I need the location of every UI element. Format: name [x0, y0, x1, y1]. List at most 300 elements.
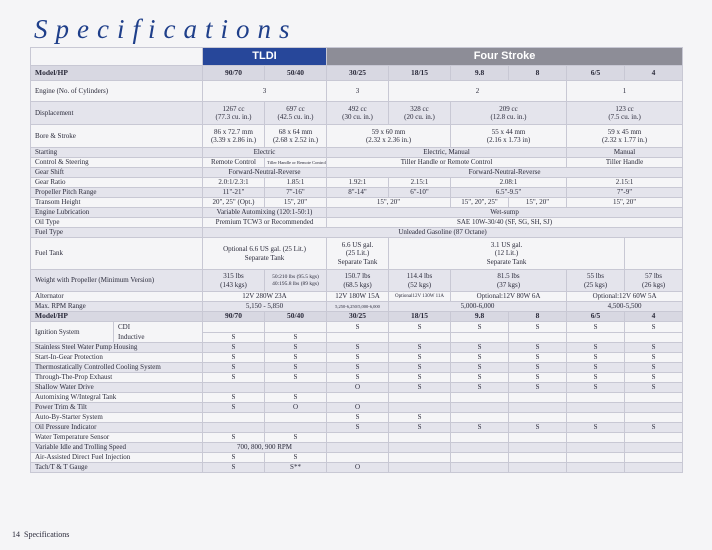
spec-row-weight — [31, 270, 683, 292]
cell: 11"-21" — [203, 188, 265, 198]
cell — [567, 453, 625, 463]
cell — [625, 443, 683, 453]
row-label: Gear Shift — [31, 168, 203, 178]
cell-line: 6.6 US gal. — [341, 241, 374, 250]
cell-line: (26 kgs) — [641, 280, 666, 289]
ignition-label: Ignition System — [35, 327, 80, 336]
cell: S — [327, 363, 389, 373]
brand-header-row — [31, 48, 683, 66]
row-label: Weight with Propeller (Minimum Version) — [31, 270, 203, 292]
feature-row — [31, 343, 683, 353]
cell — [625, 403, 683, 413]
spec-row-lubrication — [31, 208, 683, 218]
cell — [625, 270, 683, 292]
cell: S — [625, 363, 683, 373]
cell: 5,250-6,250/5,000-6,000 — [327, 302, 389, 312]
row-label: Max. RPM Range — [31, 302, 203, 312]
cell-line: (3.39 x 2.86 in.) — [210, 136, 257, 144]
cell: S — [451, 363, 509, 373]
ignition-cdi-label: CDI — [118, 322, 131, 331]
row-label: Water Temperature Sensor — [31, 433, 203, 443]
spec-row-displacement — [31, 102, 683, 125]
cell — [203, 413, 265, 423]
cell: Forward-Neutral-Reverse — [203, 168, 327, 178]
cell: Forward-Neutral-Reverse — [327, 168, 683, 178]
cell: 7"-16" — [265, 188, 327, 198]
cell — [451, 332, 509, 343]
cell — [509, 393, 567, 403]
cell-line: 68 x 64 mm — [278, 127, 313, 136]
cell: 2.15:1 — [389, 178, 451, 188]
row-label: Variable Idle and Trolling Speed — [31, 443, 203, 453]
cell: S — [389, 322, 451, 333]
model-col: 9.8 — [451, 312, 509, 322]
cell: S — [327, 353, 389, 363]
footer-section: Specifications — [24, 530, 70, 539]
model-col: 30/25 — [327, 312, 389, 322]
row-label: Starting — [31, 148, 203, 158]
spec-row-oil-type — [31, 218, 683, 228]
feature-row — [31, 383, 683, 393]
row-label: Tach/T & T Gauge — [31, 463, 203, 473]
row-label: Through-The-Prop Exhaust — [31, 373, 203, 383]
row-label: Propeller Pitch Range — [31, 188, 203, 198]
cell — [203, 102, 265, 125]
cell: S — [203, 393, 265, 403]
page-number: 14 — [12, 530, 20, 539]
row-label: Model/HP — [31, 312, 203, 322]
cell: S — [203, 363, 265, 373]
cell — [509, 463, 567, 473]
brand-four-stroke: Four Stroke — [327, 48, 683, 66]
cell: 1 — [567, 81, 683, 102]
cell — [509, 403, 567, 413]
cell: 15", 20", 25" — [451, 198, 509, 208]
row-label: Transom Height — [31, 198, 203, 208]
cell-line: (37 kgs) — [496, 280, 521, 289]
cell — [389, 102, 451, 125]
cell — [451, 125, 567, 148]
cell-line: Optional 6.6 US gal. (25 Lit.) — [223, 245, 306, 254]
cell: Optional12V 130W 11A — [389, 292, 451, 302]
cell: 700, 800, 900 RPM — [203, 443, 327, 453]
cell — [265, 413, 327, 423]
cell — [327, 453, 389, 463]
cell: 15", 20" — [327, 198, 451, 208]
cell — [389, 443, 451, 453]
cell: S — [509, 383, 567, 393]
spec-row-gear-shift — [31, 168, 683, 178]
cell-line: 697 cc — [286, 104, 305, 113]
cell: S — [625, 383, 683, 393]
cell: S — [451, 423, 509, 433]
cell — [509, 443, 567, 453]
cell-line: Separate Tank — [486, 257, 527, 266]
cell — [265, 383, 327, 393]
cell: O — [265, 403, 327, 413]
cell: 5,000-6,000 — [389, 302, 567, 312]
cell: S — [451, 343, 509, 353]
cell: S — [567, 383, 625, 393]
row-label — [31, 322, 203, 343]
model-col: 30/25 — [327, 66, 389, 81]
cell-line: (25 Lit.) — [345, 249, 370, 258]
cell: S — [389, 373, 451, 383]
model-col: 50/40 — [265, 312, 327, 322]
specifications-table — [30, 47, 683, 473]
cell: S — [509, 423, 567, 433]
cell: S — [625, 373, 683, 383]
cell — [509, 413, 567, 423]
cell-line: 57 lbs — [645, 272, 663, 281]
cell-line: Separate Tank — [337, 257, 378, 266]
cell — [203, 383, 265, 393]
cell: S — [509, 353, 567, 363]
cell — [451, 433, 509, 443]
cell — [327, 393, 389, 403]
feature-row — [31, 373, 683, 383]
cell: 2.08:1 — [451, 178, 567, 188]
row-label: Alternator — [31, 292, 203, 302]
row-label: Fuel Type — [31, 228, 203, 238]
brand-tldi: TLDI — [203, 48, 327, 66]
model-col: 90/70 — [203, 66, 265, 81]
cell: Electric, Manual — [327, 148, 567, 158]
cell-line: 86 x 72.7 mm — [214, 127, 253, 136]
cell — [327, 125, 451, 148]
cell: S — [265, 332, 327, 343]
model-col: 4 — [625, 312, 683, 322]
cell-line: 315 lbs — [223, 272, 244, 281]
model-col: 8 — [509, 66, 567, 81]
cell: S — [203, 433, 265, 443]
model-col: 8 — [509, 312, 567, 322]
cell — [389, 433, 451, 443]
cell — [567, 270, 625, 292]
cell-line: (2.32 x 1.77 in.) — [602, 136, 648, 144]
cell — [451, 403, 509, 413]
cell: 20", 25" (Opt.) — [203, 198, 265, 208]
cell — [389, 393, 451, 403]
row-label: Automixing W/Integral Tank — [31, 393, 203, 403]
cell-line: 55 lbs — [587, 272, 604, 281]
row-label: Model/HP — [31, 66, 203, 81]
cell: Remote Control — [203, 158, 265, 168]
cell-line: (68.5 kgs) — [343, 280, 372, 289]
cell-line: 50:210 lbs (95.5 kgs) — [272, 274, 319, 281]
cell: S — [389, 423, 451, 433]
row-label: Thermostatically Controlled Cooling System — [31, 363, 203, 373]
cell: Optional:12V 80W 6A — [451, 292, 567, 302]
model-col: 9.8 — [451, 66, 509, 81]
cell — [451, 102, 567, 125]
cell-line: 1267 cc — [222, 104, 245, 113]
cell: S — [451, 353, 509, 363]
cell: S — [203, 453, 265, 463]
cell: S** — [265, 463, 327, 473]
cell-line: (20 cu. in.) — [404, 113, 435, 121]
row-label: Start-In-Gear Protection — [31, 353, 203, 363]
cell: Tiller Handle — [567, 158, 683, 168]
cell — [203, 322, 265, 333]
cell — [327, 433, 389, 443]
cell — [567, 102, 683, 125]
cell: S — [451, 383, 509, 393]
cell: S — [509, 373, 567, 383]
cell: S — [265, 393, 327, 403]
cell: S — [203, 403, 265, 413]
cell: S — [389, 353, 451, 363]
cell — [265, 270, 327, 292]
cell — [567, 403, 625, 413]
cell — [389, 453, 451, 463]
cell — [203, 125, 265, 148]
cell: S — [203, 463, 265, 473]
feature-row — [31, 433, 683, 443]
ignition-inductive-label: Inductive — [118, 332, 145, 341]
cell-line: (77.3 cu. in.) — [215, 113, 252, 121]
model-col: 50/40 — [265, 66, 327, 81]
page-footer — [12, 530, 69, 539]
cell: S — [509, 363, 567, 373]
cell — [567, 393, 625, 403]
row-label: Fuel Tank — [31, 238, 203, 270]
feature-row — [31, 423, 683, 433]
cell — [265, 102, 327, 125]
cell: S — [567, 322, 625, 333]
cell: S — [265, 343, 327, 353]
cell-line: 55 x 44 mm — [491, 127, 526, 136]
cell — [265, 125, 327, 148]
cell: S — [265, 373, 327, 383]
cell: S — [327, 413, 389, 423]
cell — [327, 270, 389, 292]
cell-line: 59 x 60 mm — [371, 127, 406, 136]
cell: S — [327, 423, 389, 433]
spec-row-alternator — [31, 292, 683, 302]
cell — [567, 463, 625, 473]
cell: S — [203, 332, 265, 343]
spec-row-rpm — [31, 302, 683, 312]
cell — [389, 332, 451, 343]
feature-row — [31, 413, 683, 423]
cell-line: 59 x 45 mm — [607, 127, 642, 136]
model-col: 18/15 — [389, 312, 451, 322]
cell-line: (2.16 x 1.73 in) — [486, 136, 531, 144]
cell: S — [509, 322, 567, 333]
cell-line: 3.1 US gal. — [490, 241, 523, 250]
cell — [625, 453, 683, 463]
cell: Unleaded Gasoline (87 Octane) — [203, 228, 683, 238]
cell: 1.92:1 — [327, 178, 389, 188]
model-col: 4 — [625, 66, 683, 81]
cell-line: (52 kgs) — [407, 280, 432, 289]
cell-line: 209 cc — [499, 104, 518, 113]
cell-line: 123 cc — [615, 104, 634, 113]
model-header-row — [31, 66, 683, 81]
cell — [625, 393, 683, 403]
cell — [509, 332, 567, 343]
cell — [389, 270, 451, 292]
cell: S — [203, 353, 265, 363]
row-label: Control & Steering — [31, 158, 203, 168]
cell: S — [389, 363, 451, 373]
cell: S — [451, 322, 509, 333]
feature-row — [31, 443, 683, 453]
cell: S — [389, 383, 451, 393]
cell: Tiller Handle or Remote Control — [327, 158, 567, 168]
cell: S — [327, 343, 389, 353]
cell: 6"-10" — [389, 188, 451, 198]
cell — [625, 433, 683, 443]
cell: O — [327, 403, 389, 413]
cell-line: (30 cu. in.) — [342, 113, 373, 121]
cell — [567, 443, 625, 453]
cell: S — [389, 413, 451, 423]
cell — [451, 443, 509, 453]
cell: 4,500-5,500 — [567, 302, 683, 312]
cell: S — [567, 423, 625, 433]
cell: Manual — [567, 148, 683, 158]
cell-line: (12 Lit.) — [494, 249, 519, 258]
cell — [625, 413, 683, 423]
row-label: Gear Ratio — [31, 178, 203, 188]
cell: O — [327, 463, 389, 473]
cell: Variable Automixing (120:1-50:1) — [203, 208, 327, 218]
row-label: Air-Assisted Direct Fuel Injection — [31, 453, 203, 463]
cell-line: (12.8 cu. in.) — [490, 113, 527, 121]
cell: S — [203, 373, 265, 383]
cell: O — [327, 383, 389, 393]
cell-line: 328 cc — [410, 104, 429, 113]
cell — [327, 238, 389, 270]
cell: S — [203, 343, 265, 353]
row-label: Auto-By-Starter System — [31, 413, 203, 423]
cell — [567, 413, 625, 423]
cell-line: 492 cc — [348, 104, 367, 113]
cell-line: Separate Tank — [244, 253, 285, 262]
spec-row-bore-stroke — [31, 125, 683, 148]
cell-line: (42.5 cu. in.) — [277, 113, 314, 121]
cell: Wet-sump — [327, 208, 683, 218]
cell: Premium TCW3 or Recommended — [203, 218, 327, 228]
cell: S — [327, 322, 389, 333]
cell: S — [265, 353, 327, 363]
feature-row — [31, 403, 683, 413]
spec-row-control — [31, 158, 683, 168]
cell: 1.85:1 — [265, 178, 327, 188]
cell: S — [625, 423, 683, 433]
cell: 2.15:1 — [567, 178, 683, 188]
cell-line: (143 kgs) — [220, 280, 247, 289]
row-label: Displacement — [31, 102, 203, 125]
cell: S — [265, 453, 327, 463]
feature-row — [31, 453, 683, 463]
cell-line: 150.7 lbs — [344, 272, 371, 281]
cell — [265, 322, 327, 333]
spec-row-fuel-type — [31, 228, 683, 238]
cell — [451, 453, 509, 463]
cell-line: (25 kgs) — [583, 280, 608, 289]
cell: S — [567, 343, 625, 353]
cell — [625, 238, 683, 270]
cell: 6.5"-9.5" — [451, 188, 567, 198]
cell: S — [327, 373, 389, 383]
cell — [567, 332, 625, 343]
cell: SAE 10W-30/40 (SF, SG, SH, SJ) — [327, 218, 683, 228]
cell-line: (7.5 cu. in.) — [608, 113, 641, 121]
feature-row — [31, 363, 683, 373]
spec-row-propeller-pitch — [31, 188, 683, 198]
model-col: 6/5 — [567, 66, 625, 81]
row-label: Stainless Steel Water Pump Housing — [31, 343, 203, 353]
spec-row-gear-ratio — [31, 178, 683, 188]
cell: S — [451, 373, 509, 383]
spec-row-engine — [31, 81, 683, 102]
row-label: Engine Lubrication — [31, 208, 203, 218]
feature-rows — [31, 343, 683, 473]
cell — [327, 102, 389, 125]
cell-line: 81.5 lbs — [497, 272, 520, 281]
cell — [567, 433, 625, 443]
cell — [203, 238, 327, 270]
cell: Tiller Handle or Remote Control — [265, 158, 327, 168]
model-col: 18/15 — [389, 66, 451, 81]
model-col: 90/70 — [203, 312, 265, 322]
cell: S — [265, 363, 327, 373]
cell — [203, 423, 265, 433]
cell — [451, 463, 509, 473]
cell: 15", 20" — [567, 198, 683, 208]
cell — [389, 238, 625, 270]
spec-row-transom — [31, 198, 683, 208]
row-label: Oil Type — [31, 218, 203, 228]
cell: 3 — [327, 81, 389, 102]
cell: S — [567, 363, 625, 373]
cell — [389, 403, 451, 413]
row-label: Power Trim & Tilt — [31, 403, 203, 413]
cell — [509, 453, 567, 463]
cell: S — [567, 373, 625, 383]
cell — [327, 443, 389, 453]
cell-line: 114.4 lbs — [406, 272, 433, 281]
cell: 3 — [203, 81, 327, 102]
cell: 12V 180W 15A — [327, 292, 389, 302]
cell: 8"-14" — [327, 188, 389, 198]
row-label: Oil Pressure Indicator — [31, 423, 203, 433]
spec-row-starting — [31, 148, 683, 158]
model-header-row-features — [31, 312, 683, 322]
cell: 2 — [389, 81, 567, 102]
cell-line: (2.32 x 2.36 in.) — [365, 136, 412, 144]
cell — [625, 332, 683, 343]
cell — [203, 270, 265, 292]
cell: 7"-9" — [567, 188, 683, 198]
cell — [451, 393, 509, 403]
cell: S — [625, 343, 683, 353]
row-label: Bore & Stroke — [31, 125, 203, 148]
cell-line: 40:195.8 lbs (89 kgs) — [272, 280, 319, 287]
feature-row — [31, 463, 683, 473]
cell: S — [509, 343, 567, 353]
page-title: Specifications — [34, 14, 298, 44]
cell: 5,150 - 5,850 — [203, 302, 327, 312]
feature-row-ignition-cdi — [31, 322, 683, 333]
cell: S — [567, 353, 625, 363]
cell: S — [625, 353, 683, 363]
cell — [327, 332, 389, 343]
row-label: Shallow Water Drive — [31, 383, 203, 393]
